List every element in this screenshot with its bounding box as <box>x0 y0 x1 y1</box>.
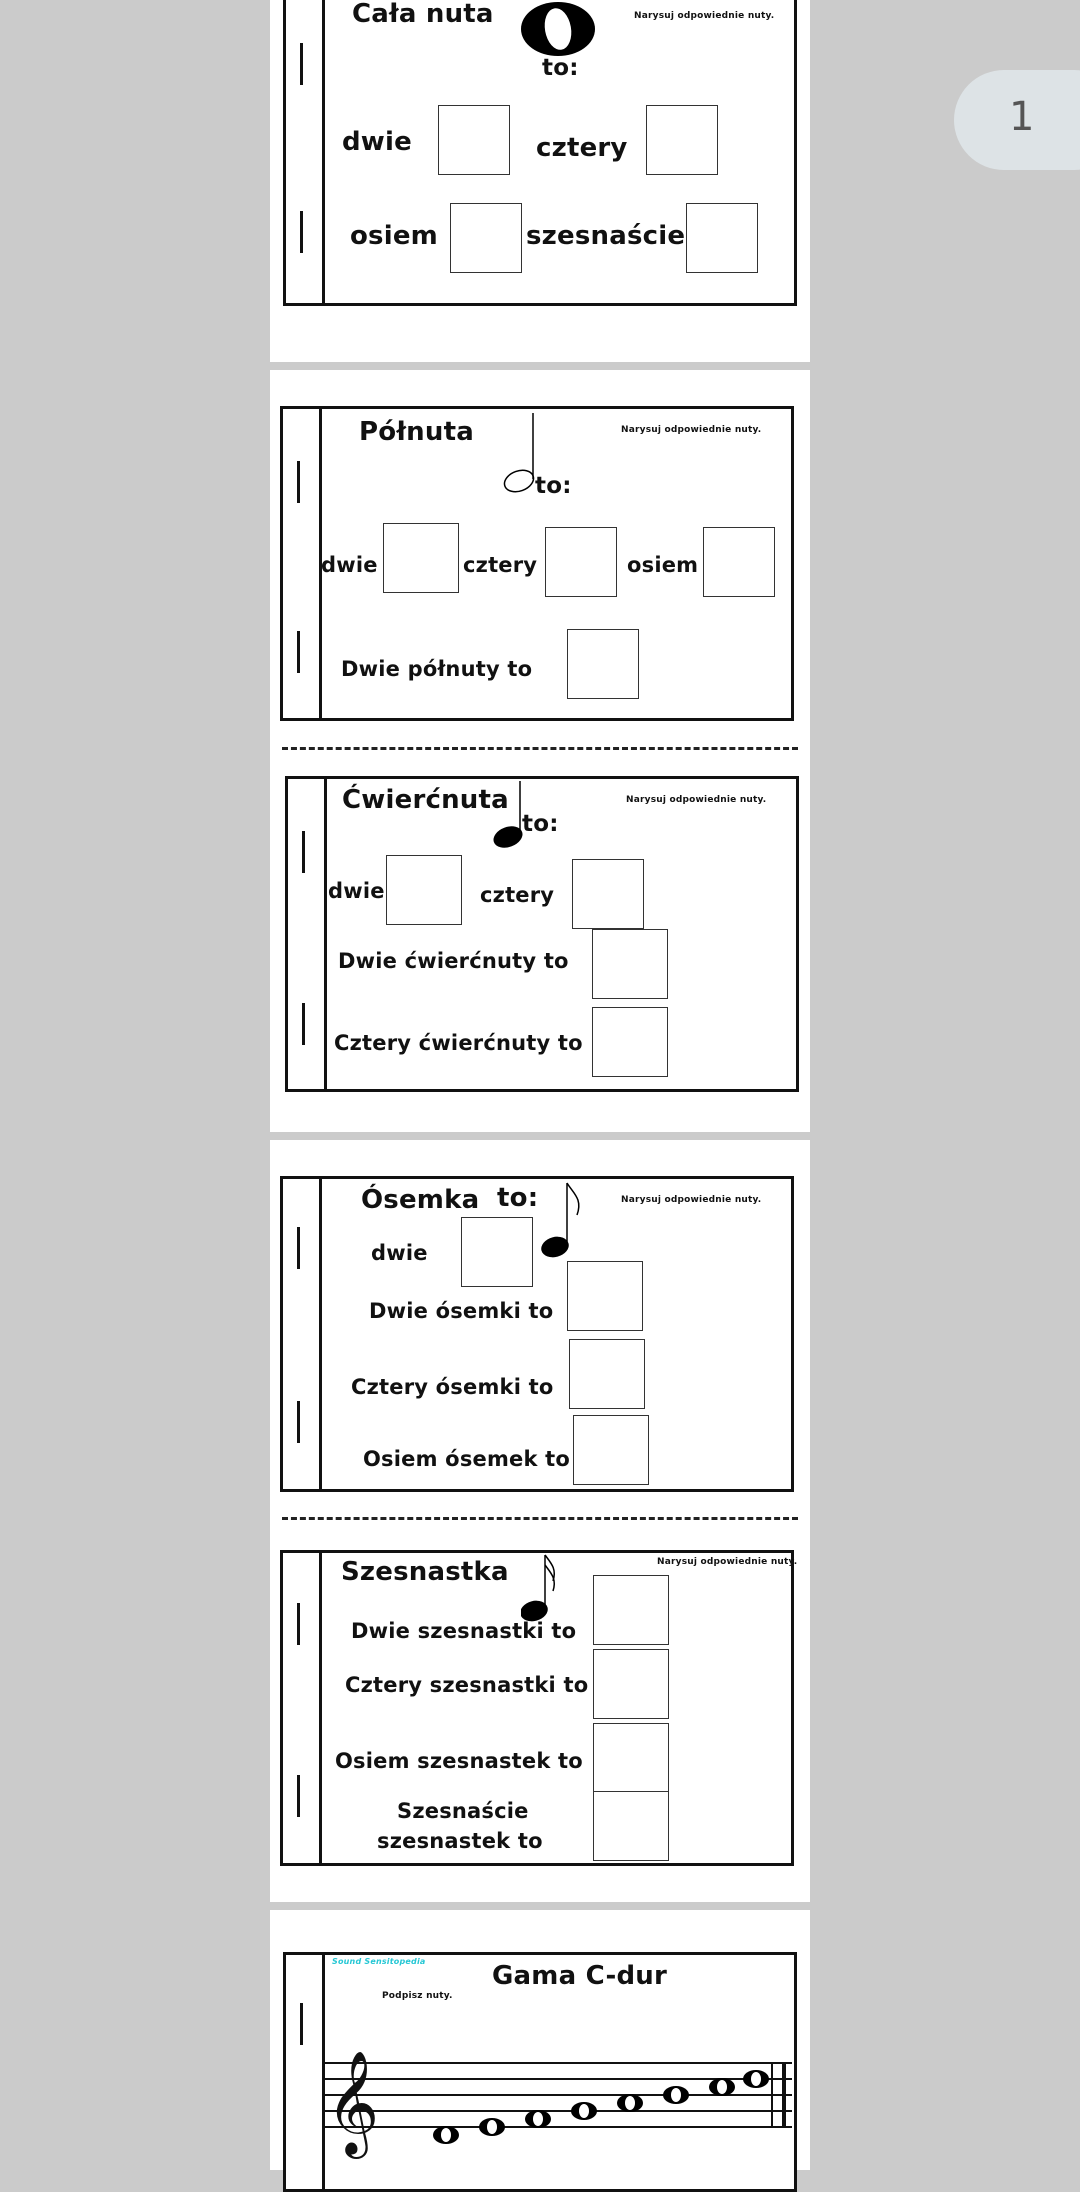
instruction-text: Narysuj odpowiednie nuty. <box>634 11 775 21</box>
card-title: Półnuta <box>359 417 474 447</box>
quarter-note-card <box>285 776 799 1092</box>
answer-box[interactable] <box>383 523 459 593</box>
label-cztery: cztery <box>463 553 538 577</box>
answer-box[interactable] <box>461 1217 533 1287</box>
label-dwie: dwie <box>342 127 412 157</box>
to-label: to: <box>535 473 572 499</box>
label-dwie: dwie <box>321 553 378 577</box>
row-text: Osiem szesnastek to <box>335 1749 583 1773</box>
label-cztery: cztery <box>480 883 555 907</box>
label-cztery: cztery <box>536 133 628 163</box>
sixteenth-note-icon <box>521 1553 561 1625</box>
row-text: Osiem ósemek to <box>363 1447 571 1471</box>
answer-box[interactable] <box>686 203 758 273</box>
label-osiem: osiem <box>350 221 438 251</box>
binder-hole <box>302 831 305 873</box>
eighth-note-icon <box>541 1179 591 1261</box>
instruction-text: Narysuj odpowiednie nuty. <box>621 425 762 435</box>
worksheet-page-2 <box>270 370 810 1132</box>
answer-box[interactable] <box>593 1791 669 1861</box>
binder-hole <box>297 461 300 503</box>
answer-box[interactable] <box>593 1723 669 1793</box>
card-title: Gama C-dur <box>492 1961 667 1991</box>
answer-box[interactable] <box>450 203 522 273</box>
row-text: Dwie ósemki to <box>369 1299 554 1323</box>
card-title: Szesnastka <box>341 1557 509 1587</box>
row-text: Cztery ćwierćnuty to <box>334 1031 583 1055</box>
binder-hole <box>297 1227 300 1269</box>
binder-hole <box>300 43 303 85</box>
to-label: to: <box>542 55 579 81</box>
label-osiem: osiem <box>627 553 699 577</box>
answer-box[interactable] <box>703 527 775 597</box>
card-title: Ósemka <box>361 1185 480 1215</box>
eighth-note-card <box>280 1176 794 1492</box>
row-text: Cztery ósemki to <box>351 1375 554 1399</box>
answer-box[interactable] <box>438 105 510 175</box>
binder-hole <box>297 1603 300 1645</box>
binder-hole <box>300 2003 303 2045</box>
worksheet-page-3 <box>270 1140 810 1902</box>
binder-hole <box>302 1003 305 1045</box>
label-dwie: dwie <box>371 1241 428 1265</box>
answer-box[interactable] <box>593 1575 669 1645</box>
whole-note-icon <box>518 0 598 57</box>
treble-clef-icon: 𝄞 <box>326 2050 380 2155</box>
label-szesnascie: szesnaście <box>526 221 686 251</box>
binder-hole <box>297 1775 300 1817</box>
scale-card <box>283 1952 797 2192</box>
whole-note-card <box>283 0 797 306</box>
row-text: Szesnaście <box>397 1799 529 1823</box>
card-title: Cała nuta <box>352 0 494 29</box>
instruction-text: Narysuj odpowiednie nuty. <box>621 1195 762 1205</box>
instruction-text: Podpisz nuty. <box>382 1991 453 2001</box>
label-dwie: dwie <box>328 879 385 903</box>
binder-hole <box>300 211 303 253</box>
instruction-text: Narysuj odpowiednie nuty. <box>657 1557 798 1567</box>
answer-box[interactable] <box>592 1007 668 1077</box>
row-text: szesnastek to <box>377 1829 543 1853</box>
answer-box[interactable] <box>569 1339 645 1409</box>
to-label: to: <box>522 811 559 837</box>
answer-box[interactable] <box>545 527 617 597</box>
answer-box[interactable] <box>567 629 639 699</box>
card-spine <box>319 1553 322 1863</box>
card-spine <box>322 0 325 303</box>
card-title: Ćwierćnuta <box>342 785 509 815</box>
cut-line <box>282 1517 798 1520</box>
answer-box[interactable] <box>573 1415 649 1485</box>
worksheet-page-1 <box>270 0 810 362</box>
cut-line <box>282 747 798 750</box>
answer-box[interactable] <box>572 859 644 929</box>
card-spine <box>324 779 327 1089</box>
row-text: Dwie szesnastki to <box>351 1619 577 1643</box>
worksheet-page-4 <box>270 1910 810 2170</box>
answer-box[interactable] <box>593 1649 669 1719</box>
card-spine <box>319 1179 322 1489</box>
answer-box[interactable] <box>646 105 718 175</box>
row-text: Cztery szesnastki to <box>345 1673 589 1697</box>
binder-hole <box>297 1401 300 1443</box>
music-staff <box>324 2045 794 2175</box>
to-label: to: <box>497 1183 539 1213</box>
answer-box[interactable] <box>567 1261 643 1331</box>
row-text: Dwie ćwierćnuty to <box>338 949 569 973</box>
answer-box[interactable] <box>592 929 668 999</box>
binder-hole <box>297 631 300 673</box>
page-indicator: 1 <box>954 70 1080 170</box>
half-note-card <box>280 406 794 721</box>
instruction-text: Narysuj odpowiednie nuty. <box>626 795 767 805</box>
row-text: Dwie półnuty to <box>341 657 533 681</box>
brand-text: Sound Sensitopedia <box>332 1957 426 1966</box>
answer-box[interactable] <box>386 855 462 925</box>
sixteenth-note-card <box>280 1550 798 1866</box>
